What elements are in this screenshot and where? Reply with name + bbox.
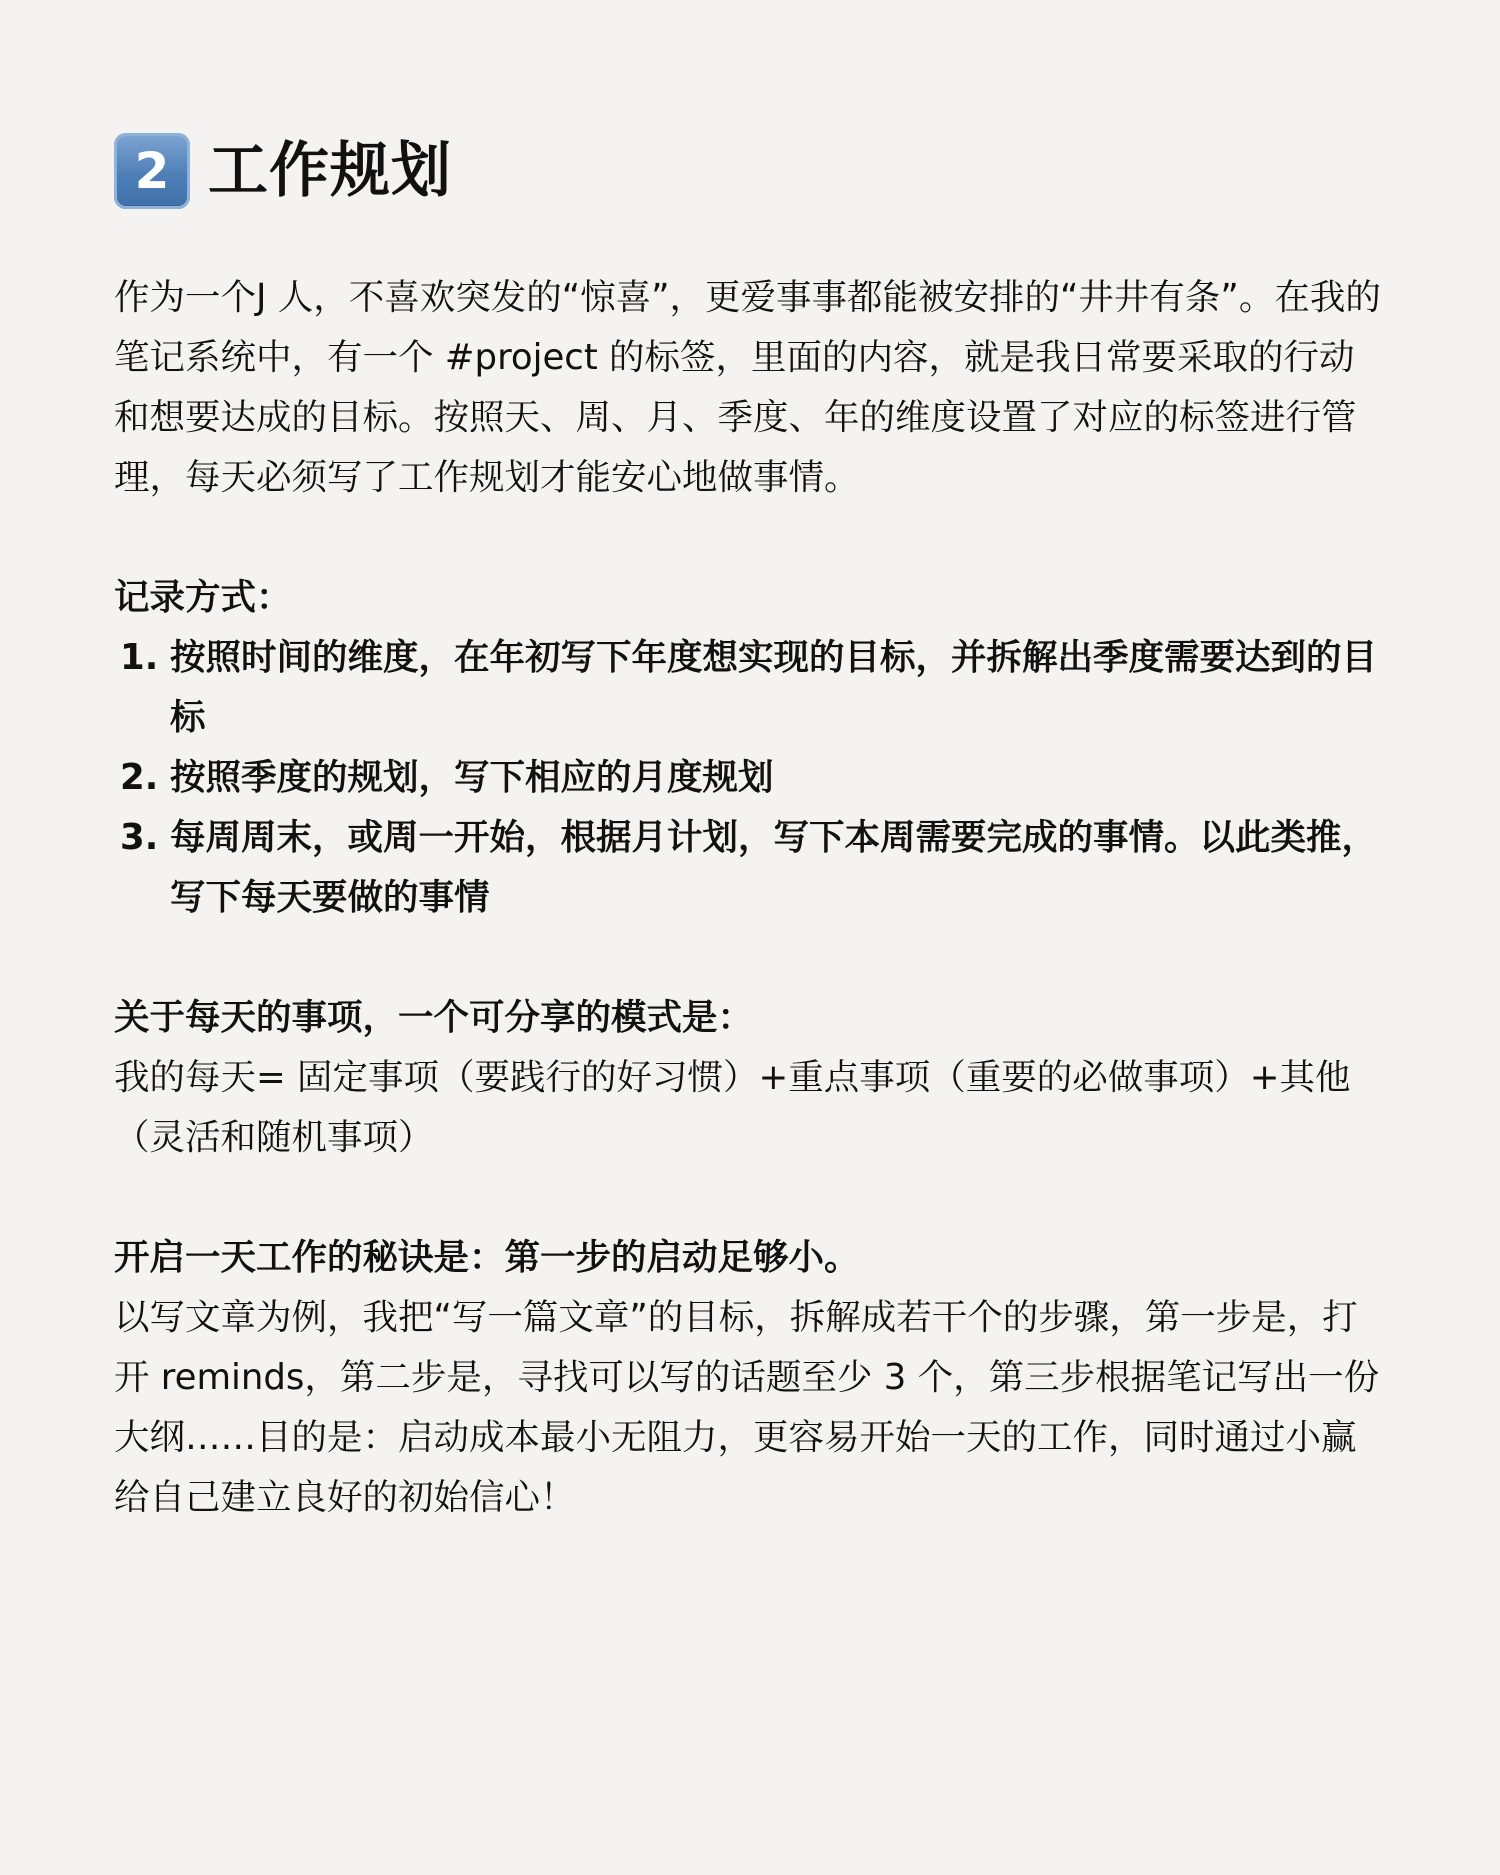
list-item-text: 按照季度的规划，写下相应的月度规划 (170, 757, 774, 798)
spacer (114, 1168, 1388, 1228)
page-title: 工作规划 (208, 136, 452, 206)
secret-label: 开启一天工作的秘诀是：第一步的启动足够小。 (114, 1237, 860, 1278)
daily-pattern-label: 关于每天的事项，一个可分享的模式是： (114, 997, 754, 1038)
list-item (114, 808, 1388, 928)
section-heading (114, 128, 1388, 214)
number-two-badge-icon: 2 (114, 133, 190, 209)
list-item-number: 1. (120, 637, 159, 678)
spacer (114, 928, 1388, 988)
spacer (114, 508, 1388, 568)
record-steps-list (114, 628, 1388, 928)
list-item (114, 748, 1388, 808)
list-item (114, 628, 1388, 748)
list-item-text: 按照时间的维度，在年初写下年度想实现的目标，并拆解出季度需要达到的目标 (170, 637, 1378, 738)
daily-formula: 我的每天= 固定事项（要践行的好习惯）+重点事项（重要的必做事项）+其他（灵活和随机事项） (114, 1057, 1351, 1158)
list-item-number: 3. (120, 817, 159, 858)
list-item-text: 每周周末，或周一开始，根据月计划，写下本周需要完成的事情。以此类推，写下每天要做的事情 (170, 817, 1378, 918)
secret-body: 以写文章为例，我把“写一篇文章”的目标，拆解成若干个的步骤，第一步是，打开 reminds，第二步是，寻找可以写的话题至少 3 个，第三步根据笔记写出一份大纲……目的是：启动成本最小无阻力，更容易开始一天的工作，同时通过小赢给自己建立良好的初始信心！ (114, 1297, 1380, 1518)
intro-paragraph: 作为一个J 人，不喜欢突发的“惊喜”，更爱事事都能被安排的“井井有条”。在我的笔记系统中，有一个 #project 的标签，里面的内容，就是我日常要采取的行动和想要达成的目标。按照天、周、月、季度、年的维度设置了对应的标签进行管理，每天必须写了工作规划才能安心地做事情。 (114, 277, 1381, 498)
list-item-number: 2. (120, 757, 159, 798)
record-method-label: 记录方式： (114, 577, 292, 618)
